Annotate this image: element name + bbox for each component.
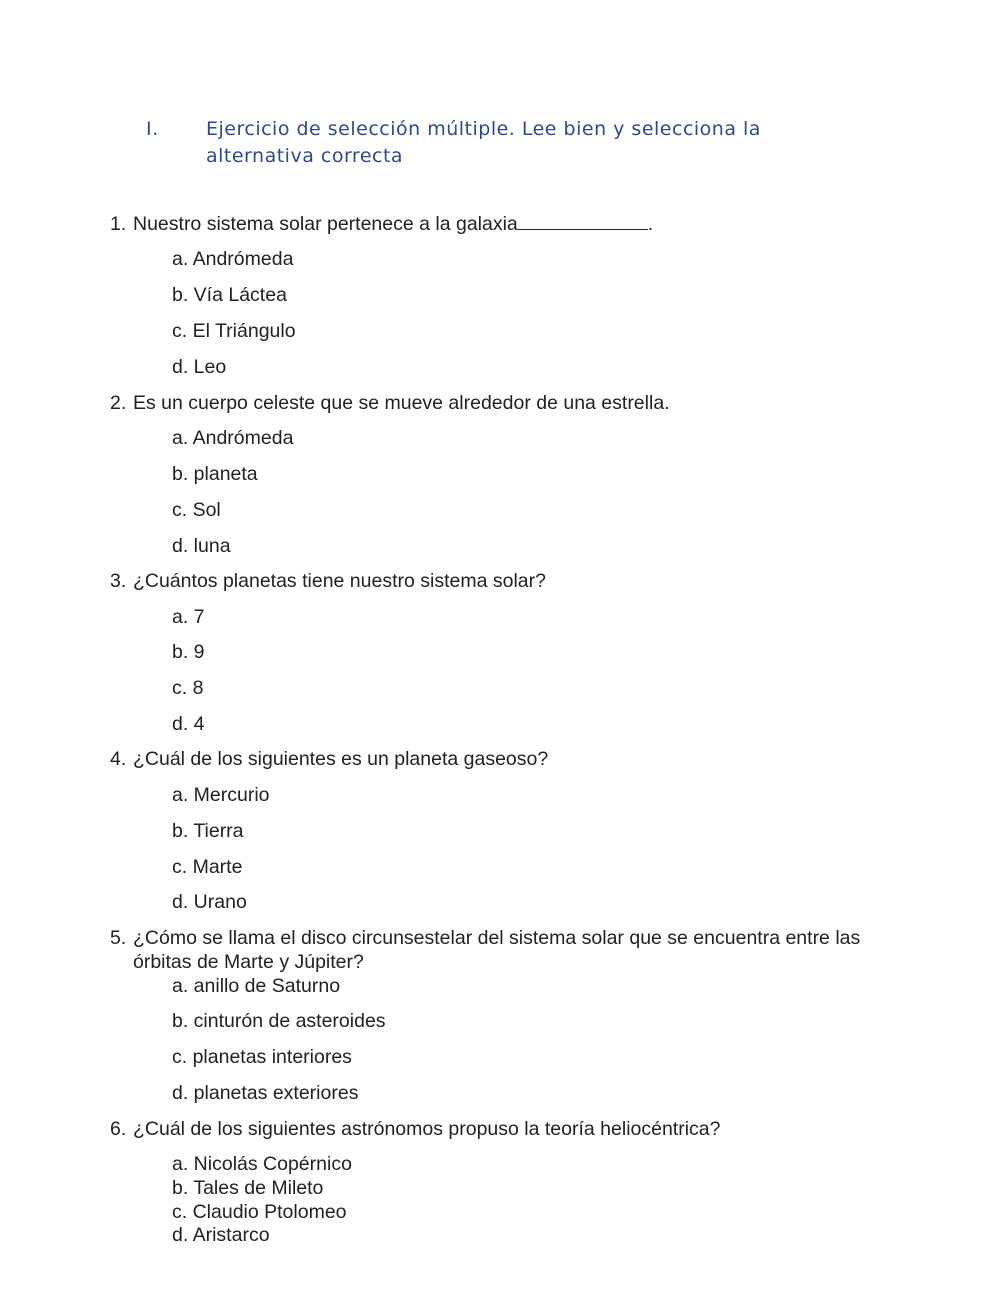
option-1a[interactable]: a. Andrómeda [172,248,294,270]
option-6a[interactable]: a. Nicolás Copérnico [172,1153,352,1175]
question-number: 4. [110,748,127,770]
question-text: ¿Cuántos planetas tiene nuestro sistema solar? [133,570,546,592]
option-3b[interactable]: b. 9 [172,641,205,663]
answer-blank[interactable] [518,212,648,230]
question-number: 3. [110,570,127,592]
question-number: 5. [110,927,127,949]
option-1b[interactable]: b. Vía Láctea [172,284,287,306]
option-3a[interactable]: a. 7 [172,606,205,628]
option-6b[interactable]: b. Tales de Mileto [172,1177,324,1199]
option-2d[interactable]: d. luna [172,535,231,557]
option-3d[interactable]: d. 4 [172,713,205,735]
option-5b[interactable]: b. cinturón de asteroides [172,1010,386,1032]
question-text: ¿Cuál de los siguientes es un planeta gaseoso? [133,748,549,770]
question-text: Es un cuerpo celeste que se mueve alrededor de una estrella. [133,392,670,414]
option-2b[interactable]: b. planeta [172,463,258,485]
section-title: Ejercicio de selección múltiple. Lee bien y selecciona la alternativa correcta [206,118,761,167]
question-text: Nuestro sistema solar pertenece a la galaxia . [133,213,654,235]
option-4b[interactable]: b. Tierra [172,820,244,842]
option-5a[interactable]: a. anillo de Saturno [172,975,341,997]
option-2a[interactable]: a. Andrómeda [172,427,294,449]
option-4c[interactable]: c. Marte [172,856,243,878]
option-6c[interactable]: c. Claudio Ptolomeo [172,1201,347,1223]
option-5d[interactable]: d. planetas exteriores [172,1082,359,1104]
option-2c[interactable]: c. Sol [172,499,221,521]
option-1c[interactable]: c. El Triángulo [172,320,296,342]
question-number: 1. [110,213,127,235]
question-text: ¿Cómo se llama el disco circunsestelar del sistema solar que se encuentra entre las órbitas de Marte y Júpiter? [133,927,861,973]
option-1d[interactable]: d. Leo [172,356,227,378]
option-5c[interactable]: c. planetas interiores [172,1046,352,1068]
question-text: ¿Cuál de los siguientes astrónomos propuso la teoría heliocéntrica? [133,1118,721,1140]
question-number: 2. [110,392,127,414]
option-4a[interactable]: a. Mercurio [172,784,270,806]
option-6d[interactable]: d. Aristarco [172,1224,270,1246]
section-number: I. [146,118,159,140]
question-number: 6. [110,1118,127,1140]
option-3c[interactable]: c. 8 [172,677,204,699]
option-4d[interactable]: d. Urano [172,891,247,913]
